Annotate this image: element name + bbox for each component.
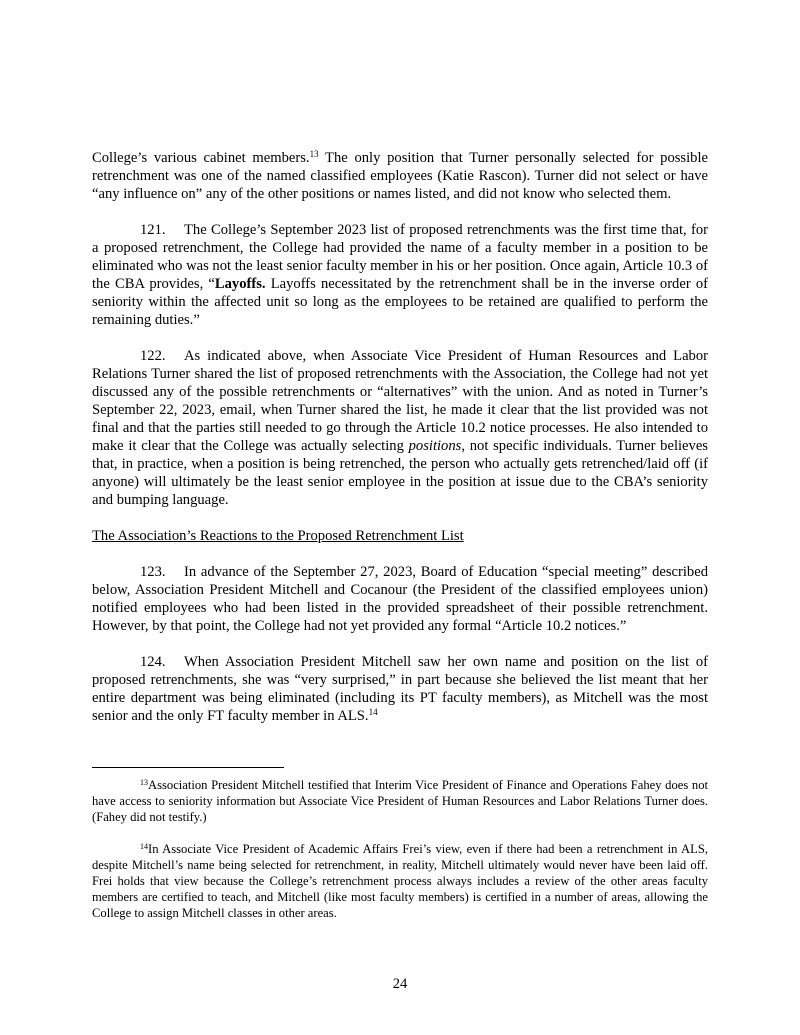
text: In advance of the September 27, 2023, Board of Education “special meeting” described below, Association President Mitchell and Cocanour (the President of the classified employees union) notified employees who had been listed in the provided spreadsheet of their possible retrenchment. However, by that point, the College had not yet provided any formal “Article 10.2 notices.” bbox=[92, 564, 708, 634]
paragraph-number: 122. bbox=[140, 348, 166, 364]
text: , not specific individuals. Turner believes that, in practice, when a position is being retrenched, the person who actually gets retrenched/laid off (if anyone) will ultimately be the least senior employee in the position at issue due to the CBA’s seniority and bumping language. bbox=[92, 438, 708, 508]
italic-text: positions bbox=[408, 438, 462, 454]
footnote-mark: 14 bbox=[140, 842, 148, 851]
footnote-ref-13[interactable]: 13 bbox=[309, 149, 319, 159]
footnote-divider bbox=[92, 767, 284, 768]
paragraph-121 bbox=[92, 221, 708, 329]
footnote-text: Association President Mitchell testified that Interim Vice President of Finance and Operations Fahey does not have access to seniority information but Associate Vice President of Human Resources and Labor Relations Turner does. (Fahey did not testify.) bbox=[92, 778, 708, 824]
paragraph-number: 123. bbox=[140, 564, 166, 580]
page-number: 24 bbox=[392, 976, 408, 992]
footnote-14 bbox=[92, 841, 708, 921]
bold-text: Layoffs. bbox=[214, 276, 266, 292]
section-heading: The Association’s Reactions to the Proposed Retrenchment List bbox=[92, 528, 464, 544]
footnote-ref-14[interactable]: 14 bbox=[368, 707, 378, 717]
footnote-mark: 13 bbox=[140, 778, 148, 787]
text: Layoffs necessitated by the retrenchment shall be in the inverse order of seniority within the affected unit so long as the employees to be retained are qualified to perform the remaining duties.” bbox=[92, 276, 708, 328]
paragraph-123 bbox=[92, 563, 708, 635]
text: The College’s September 2023 list of proposed retrenchments was the first time that, for a proposed retrenchment, the College had provided the name of a faculty member in a position to be eliminated who was not the least senior faculty member in his or her position. Once again, Article 10.3 of the CBA provides, “ bbox=[92, 222, 708, 292]
paragraph-number: 121. bbox=[140, 222, 166, 238]
paragraph-122 bbox=[92, 347, 708, 509]
paragraph-continued bbox=[92, 149, 708, 203]
text: As indicated above, when Associate Vice President of Human Resources and Labor Relations Turner shared the list of proposed retrenchments with the Association, the College had not yet discussed any of the possible retrenchments or “alternatives” with the union. And as noted in Turner’s September 22, 2023, email, when Turner shared the list, he made it clear that the list provided was not final and that the parties still needed to go through the Article 10.2 notice processes. He also intended to make it clear that the College was actually selecting bbox=[92, 348, 708, 454]
paragraph-number: 124. bbox=[140, 654, 166, 670]
paragraph-124 bbox=[92, 653, 708, 725]
footnotes bbox=[92, 777, 708, 937]
document-body bbox=[92, 149, 708, 743]
text: When Association President Mitchell saw her own name and position on the list of proposed retrenchments, she was “very surprised,” in part because she believed the list meant that her entire department was being eliminated (including its PT faculty members), as Mitchell was the most senior and the only FT faculty member in ALS. bbox=[92, 654, 708, 724]
footnote-text: In Associate Vice President of Academic Affairs Frei’s view, even if there had been a retrenchment in ALS, despite Mitchell’s name being selected for retrenchment, in reality, Mitchell ultimately would never have been laid off. Frei holds that view because the College’s retrenchment process always includes a review of the other areas faculty members are certified to teach, and Mitchell (like most faculty members) is certified in a number of areas, allowing the College to assign Mitchell classes in other areas. bbox=[92, 842, 708, 920]
footnote-13 bbox=[92, 777, 708, 825]
text: The only position that Turner personally selected for possible retrenchment was one of the named classified employees (Katie Rascon). Turner did not select or have “any influence on” any of the other positions or names listed, and did not know who selected them. bbox=[92, 150, 708, 202]
text: College’s various cabinet members. bbox=[92, 150, 310, 166]
